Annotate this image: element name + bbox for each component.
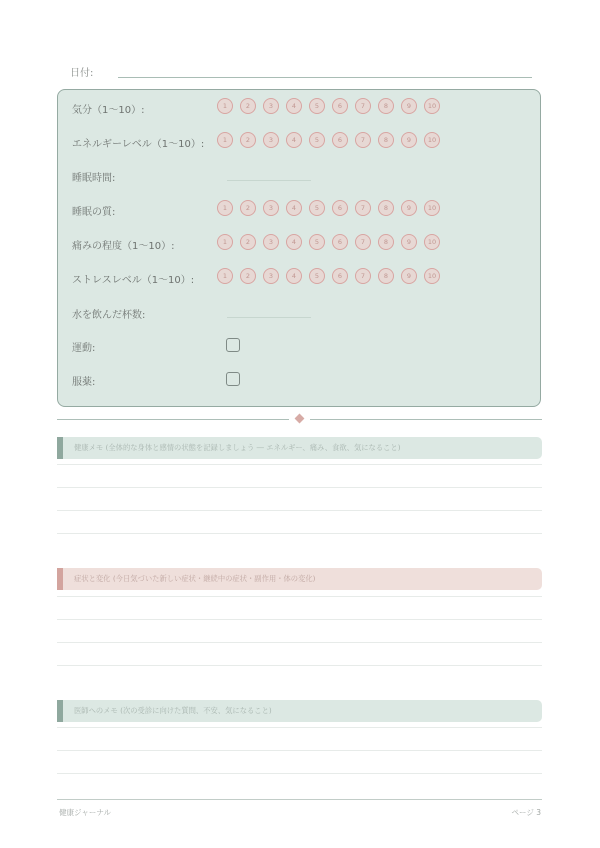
mood-rating-6[interactable]: 6: [332, 98, 348, 114]
stress-rating-9[interactable]: 9: [401, 268, 417, 284]
sleep-quality-rating-5[interactable]: 5: [309, 200, 325, 216]
sleep-quality-rating-1[interactable]: 1: [217, 200, 233, 216]
doctor-memo-hint: (次の受診に向けた質問、不安、気になること): [120, 706, 272, 715]
mood-rating-1[interactable]: 1: [217, 98, 233, 114]
doctor-memo-title: 医師へのメモ: [74, 706, 118, 715]
date-row: [70, 64, 532, 80]
pain-rating-6[interactable]: 6: [332, 234, 348, 250]
footer-journal-title: 健康ジャーナル: [59, 808, 111, 817]
mood-rating-9[interactable]: 9: [401, 98, 417, 114]
water-label: 水を飲んだ杯数:: [72, 310, 146, 321]
stress-rating-7[interactable]: 7: [355, 268, 371, 284]
writing-line[interactable]: [57, 642, 542, 643]
symptoms-hint: (今日気づいた新しい症状・継続中の症状・副作用・体の変化): [112, 574, 316, 583]
symptoms-header: [57, 568, 542, 590]
sleep-quality-rating-10[interactable]: 10: [424, 200, 440, 216]
page-number: ページ 3: [511, 808, 541, 817]
energy-row: [72, 132, 532, 152]
sleep-quality-rating-7[interactable]: 7: [355, 200, 371, 216]
stress-scale: [217, 268, 447, 284]
pain-rating-9[interactable]: 9: [401, 234, 417, 250]
sleep-hours-row: [72, 166, 532, 186]
symptoms-title: 症状と変化: [74, 574, 111, 583]
energy-rating-1[interactable]: 1: [217, 132, 233, 148]
energy-rating-6[interactable]: 6: [332, 132, 348, 148]
writing-line[interactable]: [57, 665, 542, 666]
exercise-label: 運動:: [72, 343, 96, 354]
energy-rating-10[interactable]: 10: [424, 132, 440, 148]
medication-label: 服薬:: [72, 377, 96, 388]
stress-rating-4[interactable]: 4: [286, 268, 302, 284]
energy-rating-2[interactable]: 2: [240, 132, 256, 148]
writing-line[interactable]: [57, 773, 542, 774]
pain-rating-7[interactable]: 7: [355, 234, 371, 250]
sleep-quality-rating-8[interactable]: 8: [378, 200, 394, 216]
medication-row: [72, 370, 532, 390]
exercise-checkbox[interactable]: [226, 338, 240, 352]
stress-rating-2[interactable]: 2: [240, 268, 256, 284]
writing-line[interactable]: [57, 487, 542, 488]
writing-line[interactable]: [57, 464, 542, 465]
daily-tracker-panel: [57, 89, 541, 407]
divider-diamond-icon: [295, 414, 305, 424]
mood-scale: [217, 98, 447, 114]
energy-rating-8[interactable]: 8: [378, 132, 394, 148]
pain-scale: [217, 234, 447, 250]
water-row: [72, 303, 532, 323]
energy-label: エネルギーレベル（1〜10）:: [72, 139, 205, 150]
sleep-quality-rating-4[interactable]: 4: [286, 200, 302, 216]
section-accent-bar: [57, 437, 63, 459]
pain-row: [72, 234, 532, 254]
sleep-quality-row: [72, 200, 532, 220]
date-input-line[interactable]: [118, 77, 532, 78]
sleep-hours-field[interactable]: [227, 180, 311, 181]
writing-line[interactable]: [57, 510, 542, 511]
energy-rating-3[interactable]: 3: [263, 132, 279, 148]
mood-rating-2[interactable]: 2: [240, 98, 256, 114]
medication-checkbox[interactable]: [226, 372, 240, 386]
mood-rating-5[interactable]: 5: [309, 98, 325, 114]
health-memo-header: [57, 437, 542, 459]
date-label: 日付:: [70, 68, 94, 79]
stress-rating-3[interactable]: 3: [263, 268, 279, 284]
pain-rating-10[interactable]: 10: [424, 234, 440, 250]
pain-rating-5[interactable]: 5: [309, 234, 325, 250]
stress-row: [72, 268, 532, 288]
sleep-quality-rating-6[interactable]: 6: [332, 200, 348, 216]
pain-rating-3[interactable]: 3: [263, 234, 279, 250]
sleep-quality-rating-2[interactable]: 2: [240, 200, 256, 216]
stress-rating-10[interactable]: 10: [424, 268, 440, 284]
mood-row: [72, 98, 532, 118]
divider-left: [57, 419, 289, 420]
sleep-quality-rating-9[interactable]: 9: [401, 200, 417, 216]
health-memo-title: 健康メモ: [74, 443, 104, 452]
mood-label: 気分（1〜10）:: [72, 105, 145, 116]
writing-line[interactable]: [57, 533, 542, 534]
mood-rating-7[interactable]: 7: [355, 98, 371, 114]
stress-rating-1[interactable]: 1: [217, 268, 233, 284]
energy-scale: [217, 132, 447, 148]
section-accent-bar: [57, 568, 63, 590]
health-memo-hint: (全体的な身体と感情の状態を記録しましょう ― エネルギー、痛み、食欲、気になること): [105, 443, 401, 452]
pain-label: 痛みの程度（1〜10）:: [72, 241, 175, 252]
pain-rating-8[interactable]: 8: [378, 234, 394, 250]
mood-rating-3[interactable]: 3: [263, 98, 279, 114]
sleep-hours-label: 睡眠時間:: [72, 173, 116, 184]
mood-rating-10[interactable]: 10: [424, 98, 440, 114]
stress-rating-8[interactable]: 8: [378, 268, 394, 284]
stress-label: ストレスレベル（1〜10）:: [72, 275, 195, 286]
writing-line[interactable]: [57, 619, 542, 620]
stress-rating-5[interactable]: 5: [309, 268, 325, 284]
sleep-quality-label: 睡眠の質:: [72, 207, 116, 218]
energy-rating-4[interactable]: 4: [286, 132, 302, 148]
doctor-memo-header: [57, 700, 542, 722]
writing-line[interactable]: [57, 596, 542, 597]
pain-rating-4[interactable]: 4: [286, 234, 302, 250]
stress-rating-6[interactable]: 6: [332, 268, 348, 284]
divider-right: [310, 419, 542, 420]
sleep-quality-rating-3[interactable]: 3: [263, 200, 279, 216]
pain-rating-1[interactable]: 1: [217, 234, 233, 250]
section-accent-bar: [57, 700, 63, 722]
sleep-quality-scale: [217, 200, 447, 216]
pain-rating-2[interactable]: 2: [240, 234, 256, 250]
writing-line[interactable]: [57, 727, 542, 728]
energy-rating-5[interactable]: 5: [309, 132, 325, 148]
water-count-field[interactable]: [227, 317, 311, 318]
energy-rating-7[interactable]: 7: [355, 132, 371, 148]
footer-rule: [57, 799, 542, 800]
mood-rating-4[interactable]: 4: [286, 98, 302, 114]
writing-line[interactable]: [57, 750, 542, 751]
energy-rating-9[interactable]: 9: [401, 132, 417, 148]
exercise-row: [72, 336, 532, 356]
mood-rating-8[interactable]: 8: [378, 98, 394, 114]
